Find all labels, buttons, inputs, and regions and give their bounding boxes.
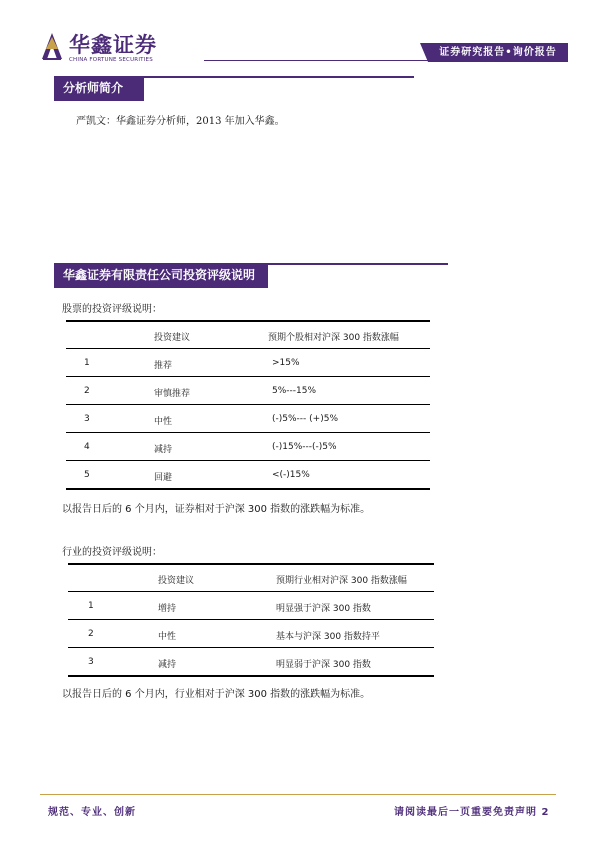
stock-rating-caption: 股票的投资评级说明： xyxy=(62,304,162,315)
row-number: 5 xyxy=(84,470,90,480)
analyst-bio: 严凯文：华鑫证券分析师，2013 年加入华鑫。 xyxy=(76,116,285,127)
row-range: (-)5%--- (+)5% xyxy=(272,414,338,424)
row-number: 4 xyxy=(84,442,90,452)
industry-rating-note: 以报告日后的 6 个月内，行业相对于沪深 300 指数的涨跌幅为标准。 xyxy=(62,689,371,700)
row-range: >15% xyxy=(272,358,300,368)
table-top-rule xyxy=(66,320,430,322)
header-rule xyxy=(204,60,444,61)
table-row-rule xyxy=(66,376,430,377)
row-number: 1 xyxy=(88,601,94,611)
row-rating: 推荐 xyxy=(154,361,173,371)
table-row-rule xyxy=(68,619,434,620)
table-header-expected-change: 预期个股相对沪深 300 指数涨幅 xyxy=(268,333,399,343)
row-rating: 减持 xyxy=(158,660,177,670)
row-range: 明显强于沪深 300 指数 xyxy=(276,604,371,614)
row-range: 5%---15% xyxy=(272,386,317,396)
logo-english-name: CHINA FORTUNE SECURITIES xyxy=(69,57,153,63)
rating-section-title xyxy=(54,263,448,288)
row-rating: 减持 xyxy=(154,445,173,455)
row-range: 基本与沪深 300 指数持平 xyxy=(276,632,380,642)
row-number: 3 xyxy=(88,657,94,667)
row-rating: 增持 xyxy=(158,604,177,614)
table-bottom-rule xyxy=(66,488,430,490)
row-range: 明显弱于沪深 300 指数 xyxy=(276,660,371,670)
report-type-tag: 证券研究报告•询价报告 xyxy=(428,43,568,62)
section-title-text: 分析师简介 xyxy=(63,81,124,95)
logo-mark-icon xyxy=(40,31,64,61)
table-header-rule xyxy=(66,348,430,349)
industry-rating-caption: 行业的投资评级说明： xyxy=(62,547,162,558)
table-header-rating: 投资建议 xyxy=(154,333,191,343)
section-top-rule xyxy=(54,76,414,78)
industry-rating-table xyxy=(68,563,434,677)
footer-disclaimer-page: 请阅读最后一页重要免责声明 2 xyxy=(394,807,550,818)
table-row-rule xyxy=(66,432,430,433)
row-number: 2 xyxy=(88,629,94,639)
row-rating: 中性 xyxy=(154,417,173,427)
table-header-expected-change: 预期行业相对沪深 300 指数涨幅 xyxy=(276,576,407,586)
table-bottom-rule xyxy=(68,675,434,677)
company-logo xyxy=(40,29,164,69)
stock-rating-note: 以报告日后的 6 个月内，证券相对于沪深 300 指数的涨跌幅为标准。 xyxy=(62,504,371,515)
section-top-rule xyxy=(54,263,448,265)
table-row-rule xyxy=(68,647,434,648)
row-rating: 回避 xyxy=(154,473,173,483)
stock-rating-table xyxy=(66,320,430,490)
row-rating: 审慎推荐 xyxy=(154,389,191,399)
row-number: 2 xyxy=(84,386,90,396)
table-row-rule xyxy=(66,404,430,405)
footer-slogan: 规范、专业、创新 xyxy=(48,807,136,818)
row-number: 3 xyxy=(84,414,90,424)
row-number: 1 xyxy=(84,358,90,368)
row-range: (-)15%---(-)5% xyxy=(272,442,337,452)
table-top-rule xyxy=(68,563,434,565)
table-row-rule xyxy=(66,460,430,461)
row-range: <(-)15% xyxy=(272,470,310,480)
table-header-rating: 投资建议 xyxy=(158,576,195,586)
analyst-section-title xyxy=(54,76,414,101)
table-header-rule xyxy=(68,591,434,592)
section-title-text: 华鑫证券有限责任公司投资评级说明 xyxy=(63,268,256,282)
row-rating: 中性 xyxy=(158,632,177,642)
logo-chinese-name: 华鑫证券 xyxy=(69,33,157,57)
footer-rule xyxy=(40,794,556,795)
